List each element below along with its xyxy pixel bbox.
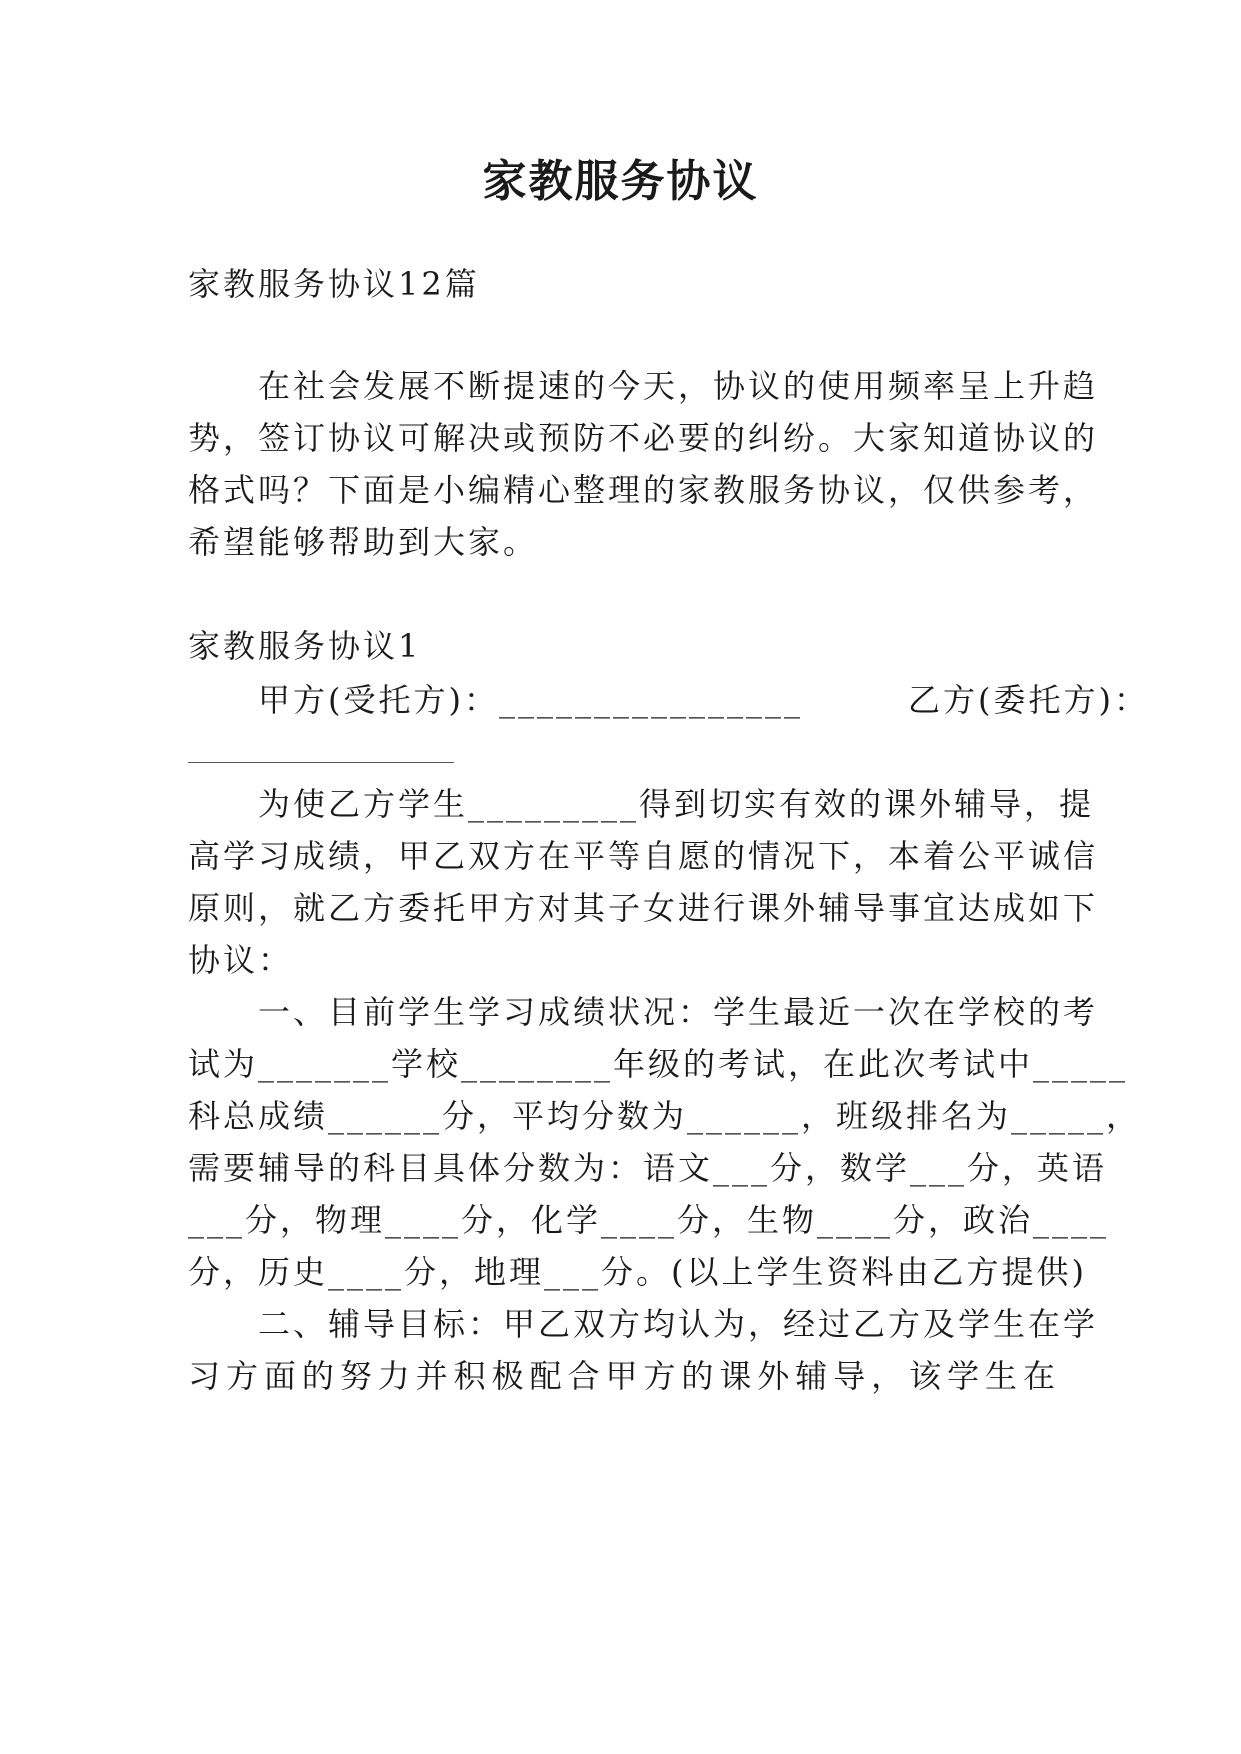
section-heading: 家教服务协议1	[188, 627, 422, 665]
body-line: 原则，就乙方委托甲方对其子女进行课外辅导事宜达成如下	[188, 889, 1099, 927]
party-b-blank-line	[188, 762, 454, 763]
document-title: 家教服务协议	[482, 156, 759, 207]
intro-line: 希望能够帮助到大家。	[188, 523, 539, 561]
intro-line: 在社会发展不断提速的今天，协议的使用频率呈上升趋	[258, 367, 1099, 405]
body-line: 高学习成绩，甲乙双方在平等自愿的情况下，本着公平诚信	[188, 837, 1099, 875]
intro-line: 格式吗？下面是小编精心整理的家教服务协议，仅供参考，	[188, 471, 1099, 509]
body-line: 分，历史____分，地理___分。(以上学生资料由乙方提供)	[188, 1253, 1087, 1291]
body-line: 一、目前学生学习成绩状况：学生最近一次在学校的考	[258, 993, 1099, 1031]
body-line: 二、辅导目标：甲乙双方均认为，经过乙方及学生在学	[258, 1305, 1099, 1343]
intro-line: 势，签订协议可解决或预防不必要的纠纷。大家知道协议的	[188, 419, 1099, 457]
body-line: 为使乙方学生_________得到切实有效的课外辅导，提	[258, 785, 1095, 823]
document-subtitle: 家教服务协议12篇	[188, 265, 480, 303]
parties-line: 甲方(受托方)：________________ 乙方(委托方)：	[258, 681, 1149, 719]
body-line: 试为_______学校________年级的考试，在此次考试中_____	[188, 1045, 1129, 1083]
body-line: 协议：	[188, 941, 294, 979]
body-line: 科总成绩______分，平均分数为______，班级排名为_____，	[188, 1097, 1142, 1135]
body-line: ___分，物理____分，化学____分，生物____分，政治____	[188, 1201, 1110, 1239]
body-line: 需要辅导的科目具体分数为：语文___分，数学___分，英语	[188, 1149, 1108, 1187]
body-line: 习方面的努力并积极配合甲方的课外辅导，该学生在	[188, 1357, 1058, 1395]
